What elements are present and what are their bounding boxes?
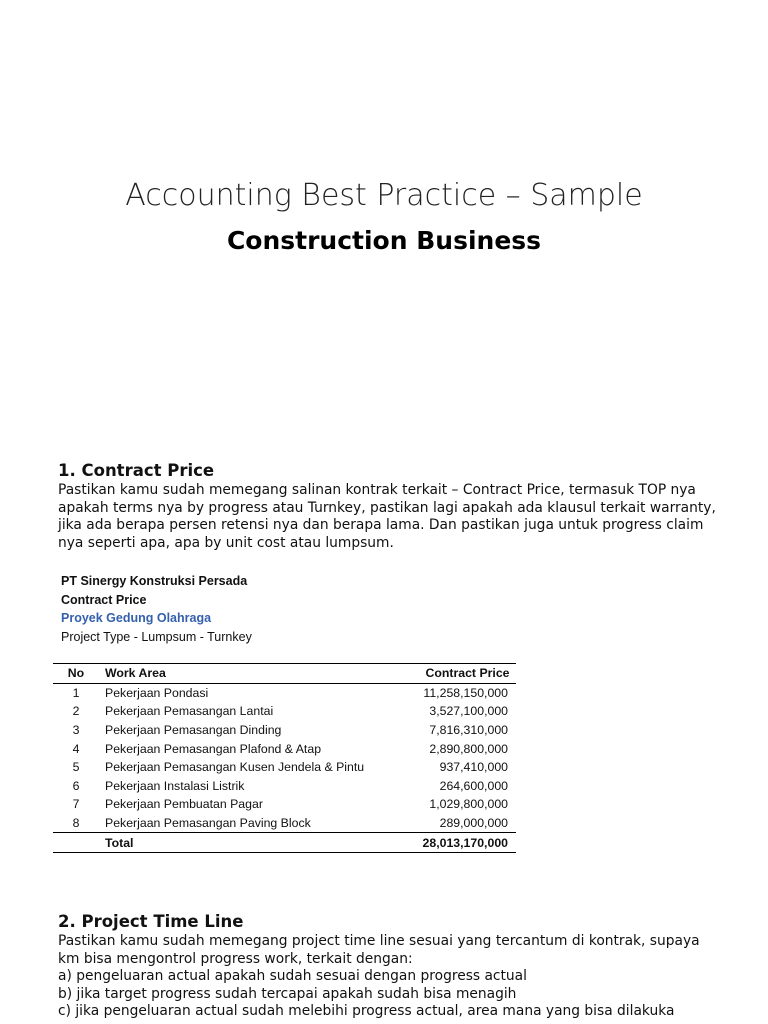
document-subtitle: Construction Business bbox=[226, 226, 542, 255]
paragraph-line: apakah terms nya by progress atau Turnkey, pastikan lagi apakah ada klausul terkait warranty, bbox=[58, 499, 716, 516]
paragraph-line: a) pengeluaran actual apakah sudah sesuai dengan progress actual bbox=[58, 968, 527, 984]
row-work-area: Pekerjaan Pemasangan Plafond & Atap bbox=[105, 741, 322, 756]
paragraph-line: Pastikan kamu sudah memegang project time line sesuai yang tercantum di kontrak, supaya bbox=[58, 933, 700, 949]
row-price: 3,527,100,000 bbox=[429, 704, 508, 719]
table-row bbox=[53, 795, 516, 814]
row-no: 7 bbox=[72, 797, 80, 812]
total-value: 28,013,170,000 bbox=[395, 833, 516, 853]
row-work-area: Pekerjaan Pemasangan Lantai bbox=[105, 704, 274, 719]
table-row bbox=[53, 814, 516, 833]
row-no: 5 bbox=[72, 760, 80, 775]
paragraph-line: km bisa mengontrol progress work, terkait dengan: bbox=[58, 950, 413, 967]
table-total-row bbox=[53, 833, 516, 853]
table-row bbox=[53, 683, 516, 702]
total-label: Total bbox=[99, 833, 395, 853]
table-row bbox=[53, 777, 516, 796]
paragraph-line: jika ada berapa persen retensi nya dan berapa lama. Dan pastikan juga untuk progress claim bbox=[58, 517, 704, 533]
paragraph-line: c) jika pengeluaran actual sudah melebihi progress actual, area mana yang bisa dilakuka bbox=[58, 1003, 675, 1019]
row-price: 264,600,000 bbox=[439, 778, 508, 793]
header-work-area: Work Area bbox=[99, 664, 395, 684]
project-type: Project Type - Lumpsum - Turnkey bbox=[61, 629, 252, 644]
row-no: 1 bbox=[72, 685, 80, 700]
row-work-area: Pekerjaan Pembuatan Pagar bbox=[105, 797, 263, 812]
row-work-area: Pekerjaan Pemasangan Paving Block bbox=[105, 816, 311, 831]
table-row bbox=[53, 721, 516, 740]
contract-price-table bbox=[53, 663, 516, 853]
row-no: 4 bbox=[72, 741, 80, 756]
row-price: 937,410,000 bbox=[439, 760, 508, 775]
company-name: PT Sinergy Konstruksi Persada bbox=[61, 574, 248, 588]
table-row bbox=[53, 758, 516, 777]
row-no: 6 bbox=[72, 778, 80, 793]
section-heading-contract-price: 1. Contract Price bbox=[58, 461, 215, 480]
paragraph-line: nya seperti apa, apa by unit cost atau lumpsum. bbox=[58, 534, 394, 551]
row-price: 289,000,000 bbox=[439, 816, 508, 831]
contract-price-paragraph bbox=[58, 482, 716, 552]
paragraph-line: Pastikan kamu sudah memegang salinan kontrak terkait – Contract Price, termasuk TOP nya bbox=[58, 482, 696, 498]
row-no: 3 bbox=[72, 723, 80, 738]
row-work-area: Pekerjaan Instalasi Listrik bbox=[105, 778, 245, 793]
company-info bbox=[61, 572, 252, 646]
row-price: 2,890,800,000 bbox=[429, 741, 508, 756]
row-price: 11,258,150,000 bbox=[423, 685, 508, 700]
row-no: 2 bbox=[72, 704, 80, 719]
project-name: Proyek Gedung Olahraga bbox=[61, 611, 212, 625]
row-price: 7,816,310,000 bbox=[429, 723, 508, 738]
header-contract-price: Contract Price bbox=[395, 664, 516, 684]
row-work-area: Pekerjaan Pondasi bbox=[105, 685, 209, 700]
document-title: Accounting Best Practice – Sample bbox=[125, 178, 643, 213]
paragraph-line: b) jika target progress sudah tercapai apakah sudah bisa menagih bbox=[58, 985, 517, 1002]
project-time-line-paragraph bbox=[58, 933, 708, 1021]
table-header-row bbox=[53, 664, 516, 684]
contract-price-title: Contract Price bbox=[61, 592, 147, 607]
row-work-area: Pekerjaan Pemasangan Dinding bbox=[105, 723, 282, 738]
total-no-cell bbox=[53, 833, 99, 853]
header-no: No bbox=[53, 664, 99, 684]
table-row bbox=[53, 739, 516, 758]
row-no: 8 bbox=[72, 816, 80, 831]
section-heading-project-time-line: 2. Project Time Line bbox=[58, 912, 244, 931]
table-row bbox=[53, 702, 516, 721]
row-price: 1,029,800,000 bbox=[429, 797, 508, 812]
row-work-area: Pekerjaan Pemasangan Kusen Jendela & Pintu bbox=[105, 760, 365, 775]
